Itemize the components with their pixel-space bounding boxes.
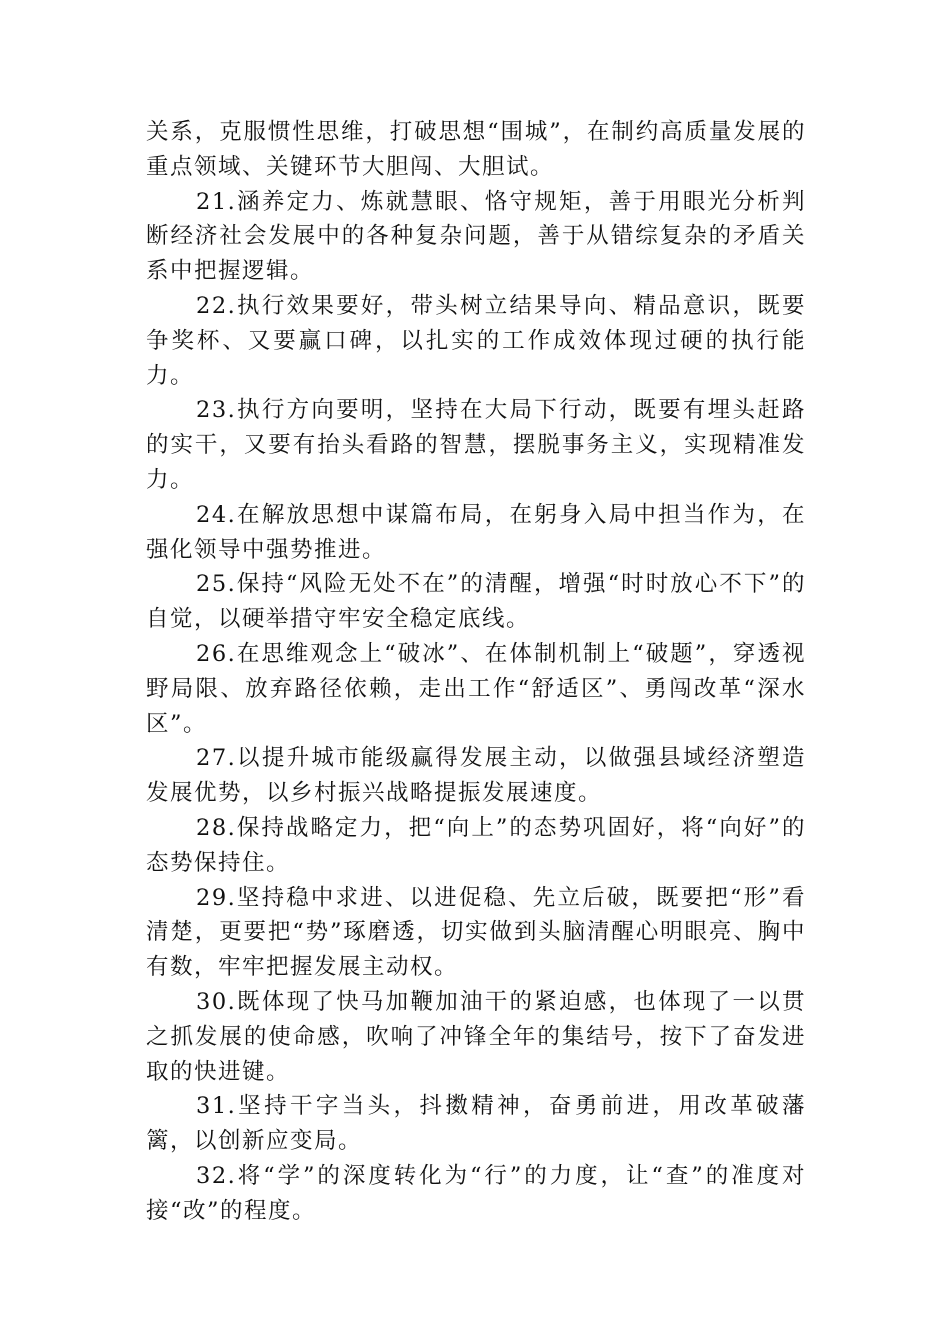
document-body (146, 115, 806, 1229)
paragraph-continuation: 关系，克服惯性思维，打破思想“围城”，在制约高质量发展的重点领域、关键环节大胆闯、大胆试。 (146, 119, 806, 180)
paragraph-item-22: 22.执行效果要好，带头树立结果导向、精品意识，既要争奖杯、又要赢口碑，以扎实的工作成效体现过硬的执行能力。 (146, 292, 806, 389)
paragraph-item-24: 24.在解放思想中谋篇布局，在躬身入局中担当作为，在强化领导中强势推进。 (146, 501, 806, 563)
paragraph-item-29: 29.坚持稳中求进、以进促稳、先立后破，既要把“形”看清楚，更要把“势”琢磨透，切实做到头脑清醒心明眼亮、胸中有数，牢牢把握发展主动权。 (146, 884, 806, 981)
paragraph-item-32: 32.将“学”的深度转化为“行”的力度，让“查”的准度对接“改”的程度。 (146, 1162, 806, 1224)
paragraph-item-28: 28.保持战略定力，把“向上”的态势巩固好，将“向好”的态势保持住。 (146, 814, 806, 876)
paragraph-item-25: 25.保持“风险无处不在”的清醒，增强“时时放心不下”的自觉，以硬举措守牢安全稳定底线。 (146, 571, 806, 633)
paragraph-item-21: 21.涵养定力、炼就慧眼、恪守规矩，善于用眼光分析判断经济社会发展中的各种复杂问题，善于从错综复杂的矛盾关系中把握逻辑。 (146, 188, 806, 285)
paragraph-item-27: 27.以提升城市能级赢得发展主动，以做强县域经济塑造发展优势，以乡村振兴战略提振发展速度。 (146, 745, 806, 807)
paragraph-item-26: 26.在思维观念上“破冰”、在体制机制上“破题”，穿透视野局限、放弃路径依赖，走出工作“舒适区”、勇闯改革“深水区”。 (146, 640, 806, 737)
paragraph-item-30: 30.既体现了快马加鞭加油干的紧迫感，也体现了一以贯之抓发展的使命感，吹响了冲锋全年的集结号，按下了奋发进取的快进键。 (146, 988, 806, 1085)
paragraph-item-31: 31.坚持干字当头，抖擞精神，奋勇前进，用改革破藩篱，以创新应变局。 (146, 1093, 806, 1155)
paragraph-item-23: 23.执行方向要明，坚持在大局下行动，既要有埋头赶路的实干，又要有抬头看路的智慧，摆脱事务主义，实现精准发力。 (146, 397, 806, 493)
